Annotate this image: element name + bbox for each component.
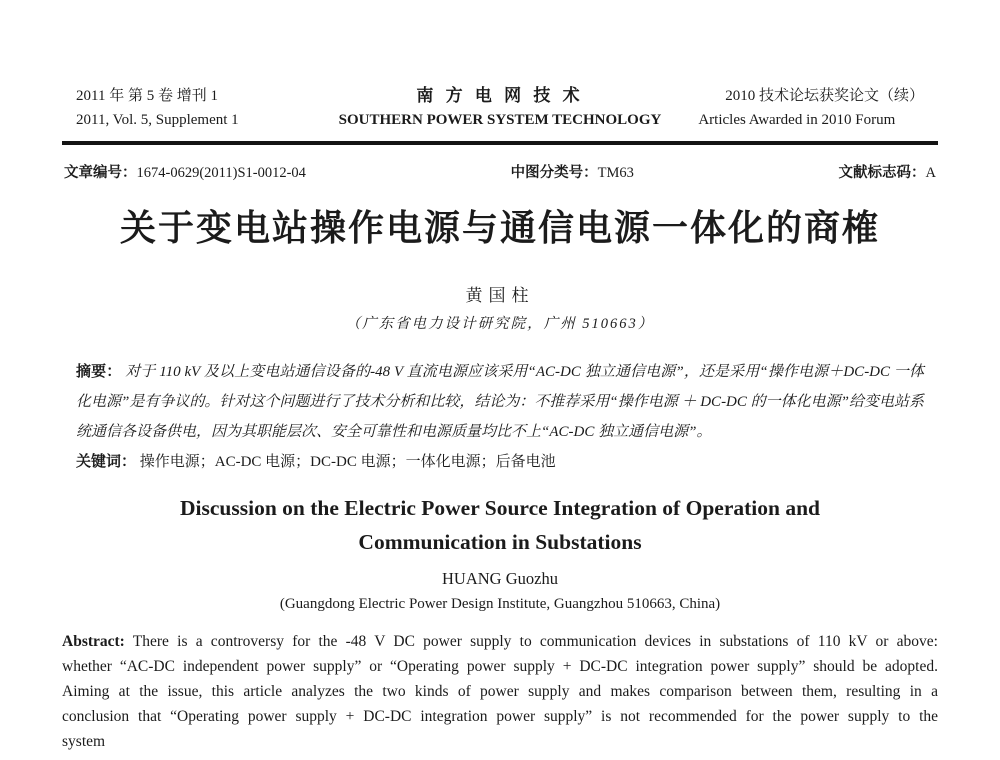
paper-title-cn: 关于变电站操作电源与通信电源一体化的商榷 xyxy=(119,207,880,248)
issue-line-en: 2011, Vol. 5, Supplement 1 xyxy=(76,112,239,128)
clc-number xyxy=(511,161,634,182)
keywords-cn-text: 操作电源；AC-DC 电源；DC-DC 电源；一体化电源；后备电池 xyxy=(139,453,556,470)
article-number xyxy=(64,161,306,182)
abstract-cn-label: 摘要： xyxy=(76,363,122,380)
header-divider-rule xyxy=(62,141,938,145)
keywords-cn xyxy=(76,447,924,477)
keywords-cn-label: 关键词： xyxy=(76,453,137,470)
author-name-cn: 黄国柱 xyxy=(465,285,535,305)
document-code xyxy=(839,161,936,182)
document-code-label: 文献标志码： xyxy=(838,165,926,181)
issue-line-cn: 2011 年 第 5 卷 增刊 1 xyxy=(76,88,218,104)
journal-header xyxy=(62,84,938,132)
abstract-en-label: Abstract: xyxy=(62,632,125,650)
document-code-value: A xyxy=(925,165,936,181)
article-number-value: 1674-0629(2011)S1-0012-04 xyxy=(136,165,306,181)
article-number-label: 文章编号： xyxy=(64,165,137,181)
affiliation-en: (Guangdong Electric Power Design Institute, Guangzhou 510663, China) xyxy=(279,595,721,612)
clc-number-label: 中图分类号： xyxy=(510,165,598,181)
header-issue-info xyxy=(76,84,330,132)
paper-title-en xyxy=(62,491,938,559)
forum-line-en: Articles Awarded in 2010 Forum xyxy=(698,112,896,128)
journal-title-block xyxy=(330,84,669,132)
meta-row xyxy=(62,161,938,182)
author-name-en: HUANG Guozhu xyxy=(442,568,558,588)
abstract-cn xyxy=(76,357,924,447)
clc-number-value: TM63 xyxy=(597,165,634,181)
abstract-en xyxy=(62,629,938,754)
abstract-en-text: There is a controversy for the -48 V DC power supply to communication devices in substations of 110 kV or above: whether “AC-DC independent power supply” or “Operating power supply + DC-DC integration power supply” should be adopted. Aiming at the issue, this article analyzes the two kinds of power supply and makes comparison between them, resulting in a conclusion that “Operating power supply + DC-DC integration power supply” is not recommended for the power supply to the system xyxy=(62,632,938,750)
paper-title-en-line2: Communication in Substations xyxy=(358,529,642,554)
header-forum-info xyxy=(670,84,924,132)
journal-title-en: SOUTHERN POWER SYSTEM TECHNOLOGY xyxy=(338,112,662,128)
paper-title-en-line1: Discussion on the Electric Power Source Integration of Operation and xyxy=(180,495,820,520)
abstract-cn-text: 对于 110 kV 及以上变电站通信设备的-48 V 直流电源应该采用“AC-DC 独立通信电源”，还是采用“操作电源＋DC-DC 一体化电源”是有争议的。针对这个问题进行了技术分析和比较，结论为：不推荐采用“操作电源 ＋ DC-DC 的一体化电源”给变电站系统通信各设备供电，因为其职能层次、安全可靠性和电源质量均比不上“AC-DC 独立通信电源”。 xyxy=(76,363,924,440)
journal-title-cn: 南 方 电 网 技 术 xyxy=(416,86,584,105)
affiliation-cn: （广东省电力设计研究院，广州 510663） xyxy=(345,315,655,332)
forum-line-cn: 2010 技术论坛获奖论文（续） xyxy=(725,88,924,104)
